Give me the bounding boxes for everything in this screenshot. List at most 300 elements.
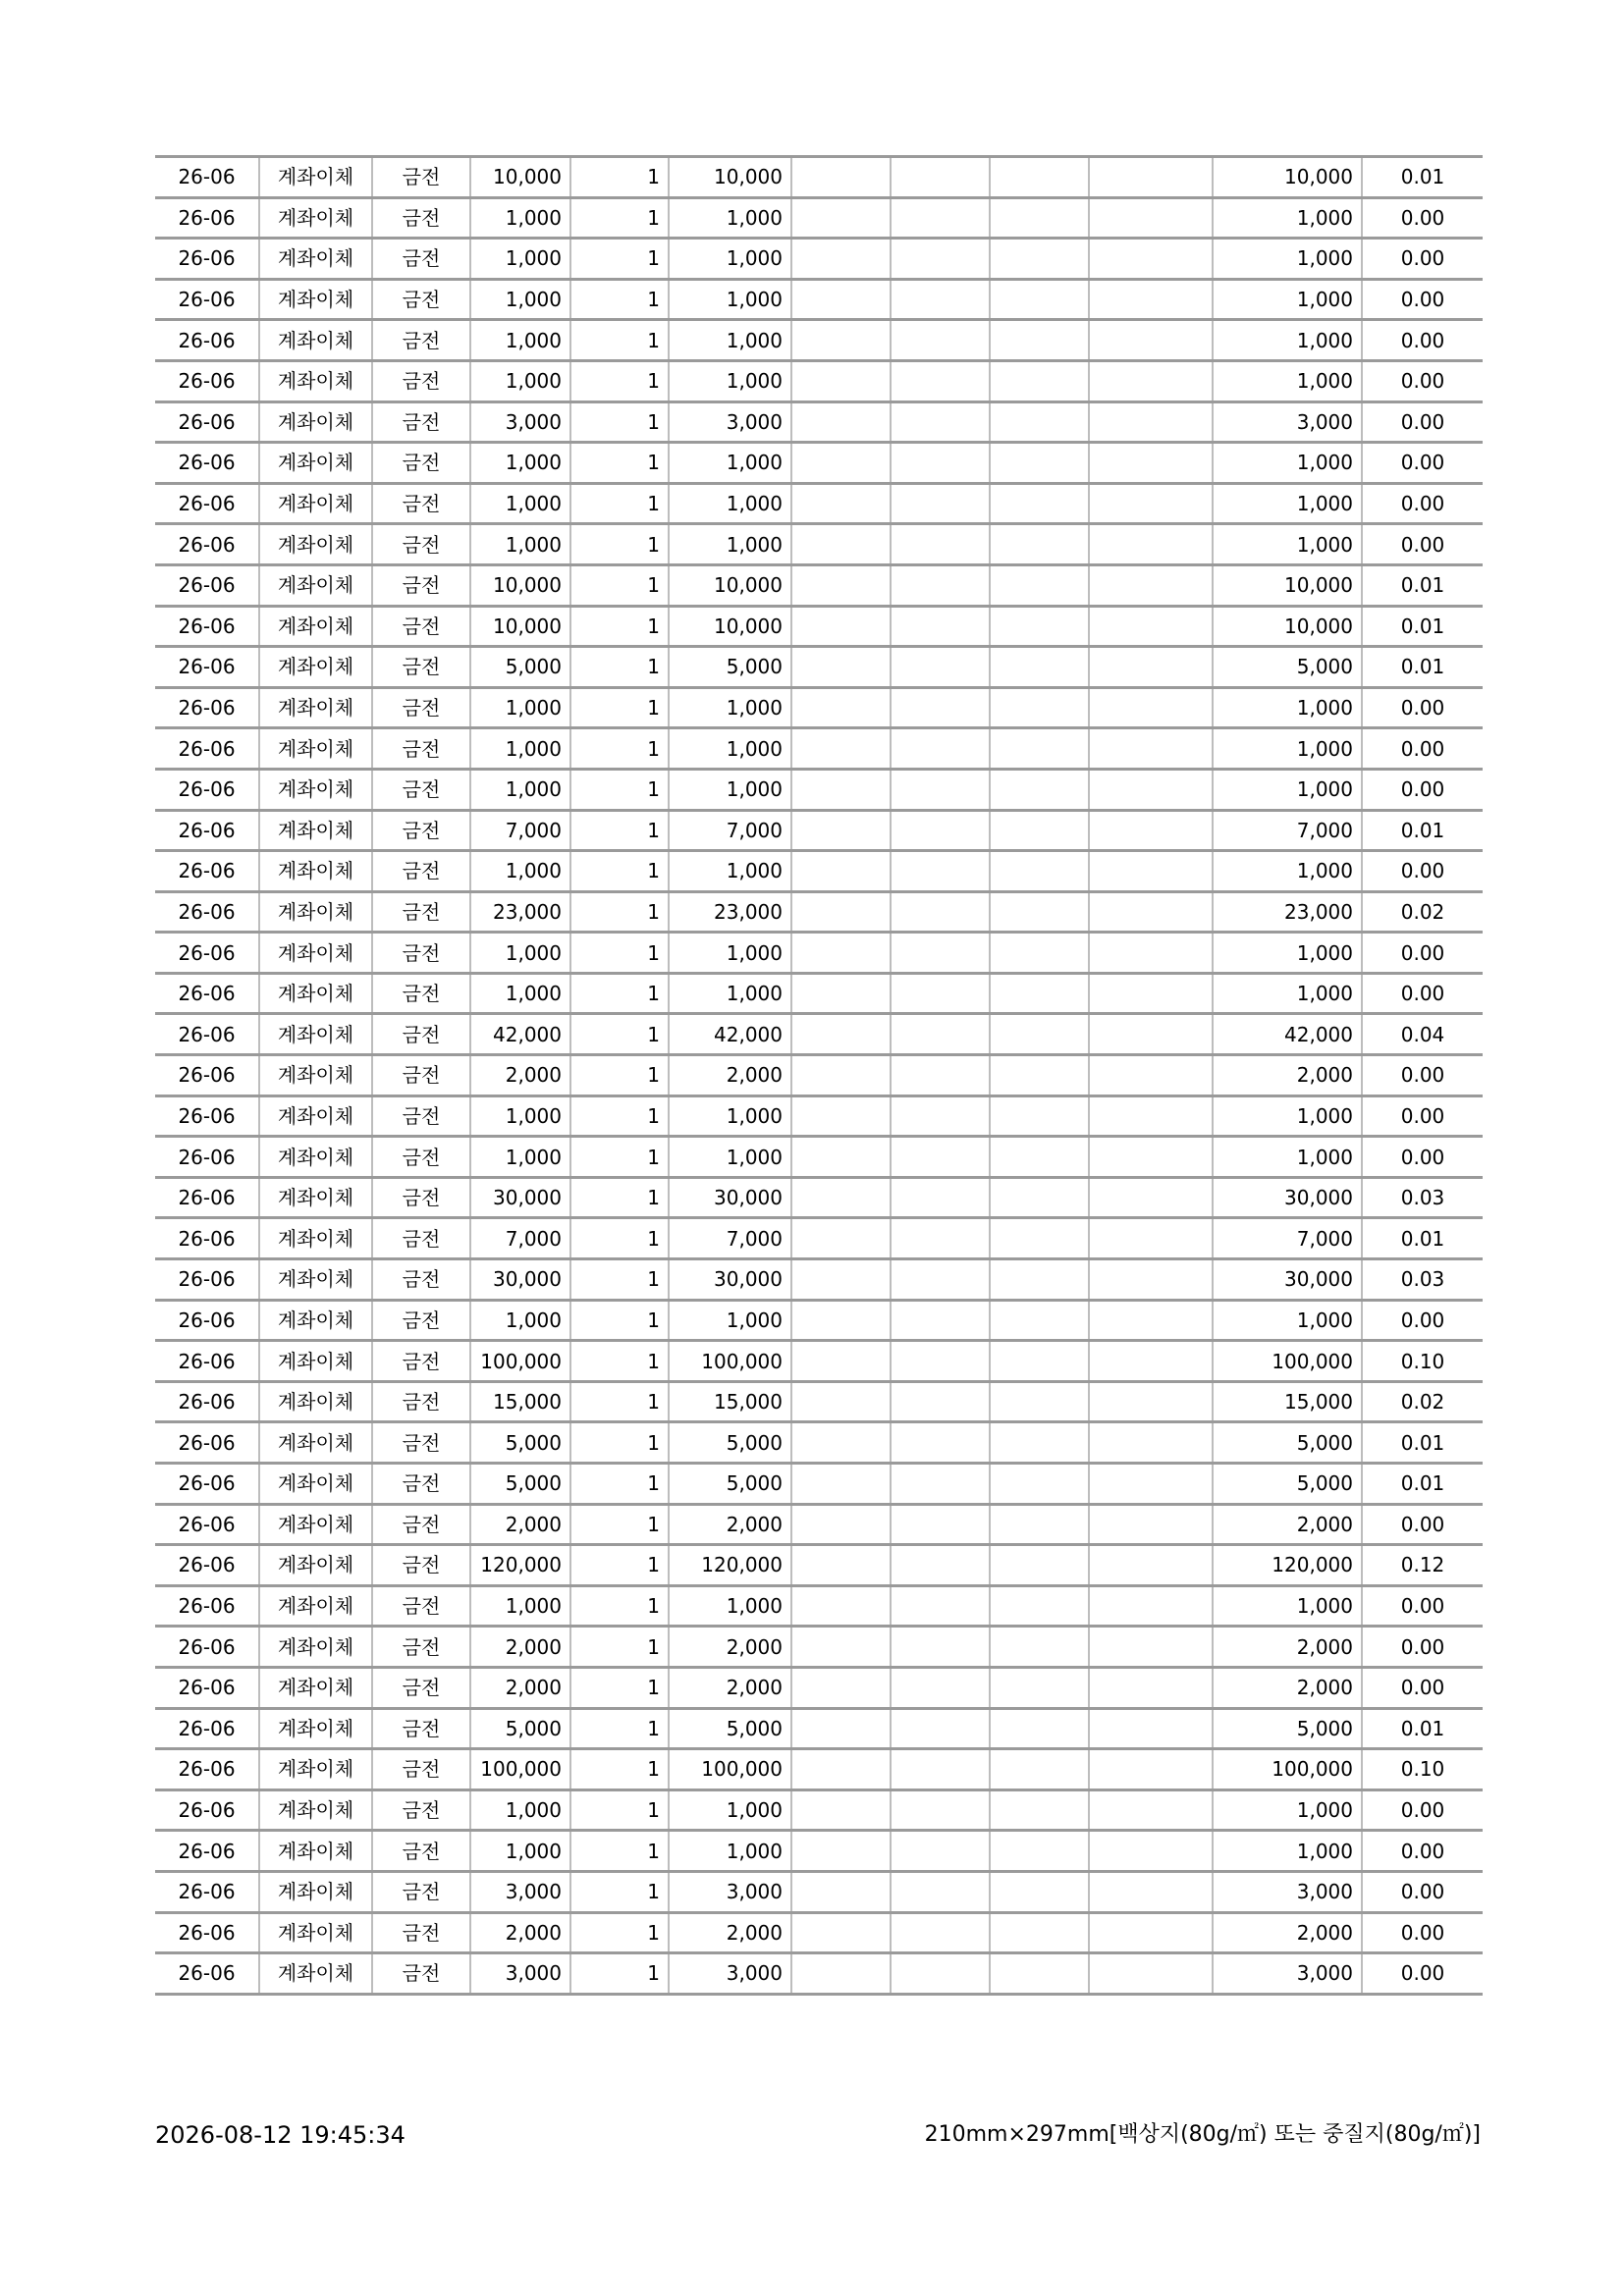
empty-cell [891,1259,990,1301]
table-row [155,1300,1483,1341]
empty-cell [1089,1014,1213,1055]
print-timestamp: 2026-08-12 19:45:34 [155,2121,406,2149]
payment-method-cell: 계좌이체 [259,1095,372,1137]
payment-method-cell: 계좌이체 [259,1504,372,1545]
month-cell: 26-06 [155,1137,259,1178]
unit-price-cell: 1,000 [470,197,570,239]
total-cell: 3,000 [1213,1953,1362,1995]
empty-cell [791,1095,891,1137]
payment-method-cell: 계좌이체 [259,973,372,1014]
table-row [155,320,1483,361]
unit-price-cell: 1,000 [470,1095,570,1137]
total-cell: 1,000 [1213,239,1362,280]
unit-price-cell: 1,000 [470,728,570,770]
month-cell: 26-06 [155,606,259,647]
payment-method-cell: 계좌이체 [259,687,372,728]
amount-cell: 10,000 [669,606,791,647]
type-cell: 금전 [372,157,470,198]
quantity-cell: 1 [570,1504,669,1545]
empty-cell [990,1708,1089,1749]
table-row [155,1545,1483,1586]
table-row [155,401,1483,443]
payment-method-cell: 계좌이체 [259,810,372,851]
unit-price-cell: 2,000 [470,1667,570,1708]
empty-cell [990,239,1089,280]
empty-cell [791,1218,891,1259]
ratio-cell: 0.00 [1362,973,1483,1014]
type-cell: 금전 [372,687,470,728]
month-cell: 26-06 [155,1504,259,1545]
empty-cell [990,606,1089,647]
table-row [155,564,1483,606]
type-cell: 금전 [372,1055,470,1096]
ratio-cell: 0.00 [1362,1789,1483,1831]
empty-cell [1089,1218,1213,1259]
unit-price-cell: 1,000 [470,1137,570,1178]
amount-cell: 30,000 [669,1259,791,1301]
empty-cell [1089,1137,1213,1178]
total-cell: 1,000 [1213,973,1362,1014]
month-cell: 26-06 [155,1422,259,1464]
type-cell: 금전 [372,1300,470,1341]
empty-cell [891,728,990,770]
empty-cell [990,728,1089,770]
empty-cell [990,320,1089,361]
ratio-cell: 0.01 [1362,647,1483,688]
amount-cell: 5,000 [669,1708,791,1749]
payment-method-cell: 계좌이체 [259,1708,372,1749]
total-cell: 7,000 [1213,1218,1362,1259]
ratio-cell: 0.00 [1362,1055,1483,1096]
empty-cell [1089,1381,1213,1422]
payment-method-cell: 계좌이체 [259,1422,372,1464]
quantity-cell: 1 [570,1218,669,1259]
ratio-cell: 0.00 [1362,197,1483,239]
month-cell: 26-06 [155,564,259,606]
amount-cell: 1,000 [669,851,791,892]
unit-price-cell: 15,000 [470,1381,570,1422]
table-row [155,1912,1483,1953]
quantity-cell: 1 [570,360,669,401]
quantity-cell: 1 [570,239,669,280]
empty-cell [1089,1749,1213,1790]
empty-cell [1089,647,1213,688]
amount-cell: 2,000 [669,1627,791,1668]
table-row [155,1055,1483,1096]
quantity-cell: 1 [570,1095,669,1137]
month-cell: 26-06 [155,443,259,484]
month-cell: 26-06 [155,483,259,524]
empty-cell [791,1871,891,1912]
empty-cell [891,1831,990,1872]
empty-cell [891,1177,990,1218]
empty-cell [791,1381,891,1422]
empty-cell [990,1341,1089,1382]
ledger-body [155,157,1483,1995]
empty-cell [891,1667,990,1708]
empty-cell [891,891,990,933]
total-cell: 100,000 [1213,1341,1362,1382]
total-cell: 42,000 [1213,1014,1362,1055]
payment-method-cell: 계좌이체 [259,443,372,484]
unit-price-cell: 10,000 [470,157,570,198]
type-cell: 금전 [372,1464,470,1505]
ratio-cell: 0.00 [1362,1300,1483,1341]
payment-method-cell: 계좌이체 [259,647,372,688]
empty-cell [1089,851,1213,892]
payment-method-cell: 계좌이체 [259,157,372,198]
ratio-cell: 0.00 [1362,1667,1483,1708]
month-cell: 26-06 [155,1259,259,1301]
empty-cell [1089,564,1213,606]
ratio-cell: 0.00 [1362,279,1483,320]
type-cell: 금전 [372,1095,470,1137]
type-cell: 금전 [372,1871,470,1912]
type-cell: 금전 [372,1789,470,1831]
unit-price-cell: 42,000 [470,1014,570,1055]
ratio-cell: 0.03 [1362,1177,1483,1218]
empty-cell [891,483,990,524]
empty-cell [891,1095,990,1137]
total-cell: 2,000 [1213,1912,1362,1953]
unit-price-cell: 1,000 [470,851,570,892]
quantity-cell: 1 [570,1749,669,1790]
type-cell: 금전 [372,933,470,974]
month-cell: 26-06 [155,320,259,361]
payment-method-cell: 계좌이체 [259,1831,372,1872]
table-row [155,1137,1483,1178]
ratio-cell: 0.03 [1362,1259,1483,1301]
type-cell: 금전 [372,401,470,443]
ratio-cell: 0.01 [1362,606,1483,647]
empty-cell [891,1871,990,1912]
month-cell: 26-06 [155,1627,259,1668]
total-cell: 1,000 [1213,687,1362,728]
amount-cell: 1,000 [669,197,791,239]
ratio-cell: 0.01 [1362,1218,1483,1259]
payment-method-cell: 계좌이체 [259,401,372,443]
amount-cell: 10,000 [669,564,791,606]
quantity-cell: 1 [570,606,669,647]
month-cell: 26-06 [155,810,259,851]
type-cell: 금전 [372,769,470,810]
empty-cell [891,239,990,280]
type-cell: 금전 [372,197,470,239]
ratio-cell: 0.00 [1362,360,1483,401]
empty-cell [1089,1055,1213,1096]
unit-price-cell: 1,000 [470,973,570,1014]
empty-cell [1089,1464,1213,1505]
quantity-cell: 1 [570,1667,669,1708]
empty-cell [990,401,1089,443]
empty-cell [1089,360,1213,401]
empty-cell [791,1545,891,1586]
ratio-cell: 0.00 [1362,443,1483,484]
type-cell: 금전 [372,443,470,484]
empty-cell [990,1667,1089,1708]
total-cell: 1,000 [1213,197,1362,239]
type-cell: 금전 [372,1953,470,1995]
amount-cell: 15,000 [669,1381,791,1422]
table-row [155,769,1483,810]
empty-cell [990,1137,1089,1178]
type-cell: 금전 [372,728,470,770]
month-cell: 26-06 [155,728,259,770]
total-cell: 3,000 [1213,1871,1362,1912]
empty-cell [891,606,990,647]
month-cell: 26-06 [155,647,259,688]
type-cell: 금전 [372,1667,470,1708]
type-cell: 금전 [372,1504,470,1545]
month-cell: 26-06 [155,1014,259,1055]
month-cell: 26-06 [155,1912,259,1953]
month-cell: 26-06 [155,239,259,280]
empty-cell [990,1504,1089,1545]
ratio-cell: 0.01 [1362,157,1483,198]
amount-cell: 1,000 [669,483,791,524]
empty-cell [891,1014,990,1055]
month-cell: 26-06 [155,401,259,443]
total-cell: 2,000 [1213,1504,1362,1545]
table-row [155,1218,1483,1259]
empty-cell [1089,1667,1213,1708]
amount-cell: 2,000 [669,1504,791,1545]
quantity-cell: 1 [570,810,669,851]
unit-price-cell: 1,000 [470,279,570,320]
empty-cell [791,1055,891,1096]
quantity-cell: 1 [570,647,669,688]
empty-cell [891,279,990,320]
amount-cell: 1,000 [669,1137,791,1178]
empty-cell [990,1095,1089,1137]
empty-cell [1089,1095,1213,1137]
table-row [155,1464,1483,1505]
month-cell: 26-06 [155,933,259,974]
empty-cell [891,1545,990,1586]
paper-specification: 210mm×297mm[백상지(80g/㎡) 또는 중질지(80g/㎡)] [924,2122,1481,2147]
empty-cell [891,1422,990,1464]
payment-method-cell: 계좌이체 [259,360,372,401]
empty-cell [1089,1504,1213,1545]
empty-cell [990,687,1089,728]
type-cell: 금전 [372,891,470,933]
empty-cell [990,973,1089,1014]
type-cell: 금전 [372,851,470,892]
ratio-cell: 0.00 [1362,1831,1483,1872]
ratio-cell: 0.02 [1362,891,1483,933]
unit-price-cell: 1,000 [470,524,570,565]
payment-method-cell: 계좌이체 [259,769,372,810]
empty-cell [990,1422,1089,1464]
ratio-cell: 0.00 [1362,728,1483,770]
type-cell: 금전 [372,606,470,647]
ratio-cell: 0.01 [1362,1708,1483,1749]
amount-cell: 1,000 [669,1585,791,1627]
total-cell: 15,000 [1213,1381,1362,1422]
amount-cell: 2,000 [669,1667,791,1708]
empty-cell [791,1953,891,1995]
empty-cell [791,728,891,770]
table-row [155,1381,1483,1422]
payment-method-cell: 계좌이체 [259,1177,372,1218]
empty-cell [791,1259,891,1301]
table-row [155,891,1483,933]
table-row [155,647,1483,688]
month-cell: 26-06 [155,851,259,892]
payment-method-cell: 계좌이체 [259,1749,372,1790]
amount-cell: 5,000 [669,647,791,688]
quantity-cell: 1 [570,891,669,933]
ratio-cell: 0.00 [1362,769,1483,810]
amount-cell: 1,000 [669,728,791,770]
amount-cell: 7,000 [669,810,791,851]
amount-cell: 2,000 [669,1055,791,1096]
table-row [155,1708,1483,1749]
empty-cell [891,1912,990,1953]
empty-cell [791,687,891,728]
payment-method-cell: 계좌이체 [259,1341,372,1382]
empty-cell [891,973,990,1014]
payment-method-cell: 계좌이체 [259,1953,372,1995]
total-cell: 100,000 [1213,1749,1362,1790]
empty-cell [791,1504,891,1545]
empty-cell [891,1585,990,1627]
empty-cell [791,1137,891,1178]
table-row [155,483,1483,524]
table-row [155,606,1483,647]
table-row [155,279,1483,320]
total-cell: 120,000 [1213,1545,1362,1586]
unit-price-cell: 1,000 [470,320,570,361]
month-cell: 26-06 [155,1831,259,1872]
ratio-cell: 0.00 [1362,239,1483,280]
empty-cell [791,320,891,361]
total-cell: 1,000 [1213,1300,1362,1341]
total-cell: 30,000 [1213,1259,1362,1301]
empty-cell [791,443,891,484]
type-cell: 금전 [372,1912,470,1953]
ratio-cell: 0.01 [1362,564,1483,606]
amount-cell: 1,000 [669,687,791,728]
month-cell: 26-06 [155,360,259,401]
type-cell: 금전 [372,1259,470,1301]
empty-cell [891,1055,990,1096]
empty-cell [990,851,1089,892]
empty-cell [891,647,990,688]
month-cell: 26-06 [155,1667,259,1708]
table-row [155,1871,1483,1912]
payment-method-cell: 계좌이체 [259,891,372,933]
empty-cell [791,1912,891,1953]
type-cell: 금전 [372,1341,470,1382]
total-cell: 1,000 [1213,320,1362,361]
empty-cell [891,524,990,565]
table-row [155,360,1483,401]
empty-cell [990,1464,1089,1505]
empty-cell [791,1300,891,1341]
total-cell: 1,000 [1213,1789,1362,1831]
month-cell: 26-06 [155,891,259,933]
type-cell: 금전 [372,1014,470,1055]
table-row [155,443,1483,484]
total-cell: 1,000 [1213,769,1362,810]
unit-price-cell: 1,000 [470,1789,570,1831]
unit-price-cell: 5,000 [470,1422,570,1464]
type-cell: 금전 [372,1177,470,1218]
payment-method-cell: 계좌이체 [259,933,372,974]
empty-cell [791,279,891,320]
total-cell: 5,000 [1213,647,1362,688]
month-cell: 26-06 [155,157,259,198]
payment-method-cell: 계좌이체 [259,524,372,565]
empty-cell [891,933,990,974]
quantity-cell: 1 [570,1953,669,1995]
payment-method-cell: 계좌이체 [259,1014,372,1055]
month-cell: 26-06 [155,769,259,810]
quantity-cell: 1 [570,483,669,524]
empty-cell [990,1014,1089,1055]
amount-cell: 100,000 [669,1341,791,1382]
table-row [155,728,1483,770]
empty-cell [1089,443,1213,484]
empty-cell [990,1381,1089,1422]
amount-cell: 1,000 [669,973,791,1014]
empty-cell [791,973,891,1014]
amount-cell: 120,000 [669,1545,791,1586]
payment-method-cell: 계좌이체 [259,1912,372,1953]
empty-cell [791,1627,891,1668]
empty-cell [791,851,891,892]
quantity-cell: 1 [570,1300,669,1341]
payment-method-cell: 계좌이체 [259,1381,372,1422]
quantity-cell: 1 [570,279,669,320]
empty-cell [1089,401,1213,443]
month-cell: 26-06 [155,1708,259,1749]
payment-method-cell: 계좌이체 [259,1259,372,1301]
empty-cell [791,1177,891,1218]
empty-cell [891,443,990,484]
table-row [155,851,1483,892]
payment-method-cell: 계좌이체 [259,1545,372,1586]
payment-method-cell: 계좌이체 [259,197,372,239]
quantity-cell: 1 [570,1545,669,1586]
unit-price-cell: 1,000 [470,1585,570,1627]
payment-method-cell: 계좌이체 [259,1585,372,1627]
empty-cell [891,1504,990,1545]
empty-cell [791,239,891,280]
quantity-cell: 1 [570,1912,669,1953]
empty-cell [791,401,891,443]
empty-cell [990,197,1089,239]
empty-cell [1089,279,1213,320]
quantity-cell: 1 [570,1585,669,1627]
total-cell: 1,000 [1213,728,1362,770]
amount-cell: 5,000 [669,1422,791,1464]
empty-cell [990,279,1089,320]
quantity-cell: 1 [570,1381,669,1422]
empty-cell [1089,1789,1213,1831]
payment-method-cell: 계좌이체 [259,1300,372,1341]
amount-cell: 7,000 [669,1218,791,1259]
type-cell: 금전 [372,1422,470,1464]
table-row [155,1177,1483,1218]
unit-price-cell: 3,000 [470,1871,570,1912]
amount-cell: 1,000 [669,933,791,974]
amount-cell: 23,000 [669,891,791,933]
type-cell: 금전 [372,1218,470,1259]
empty-cell [990,1218,1089,1259]
table-row [155,1789,1483,1831]
